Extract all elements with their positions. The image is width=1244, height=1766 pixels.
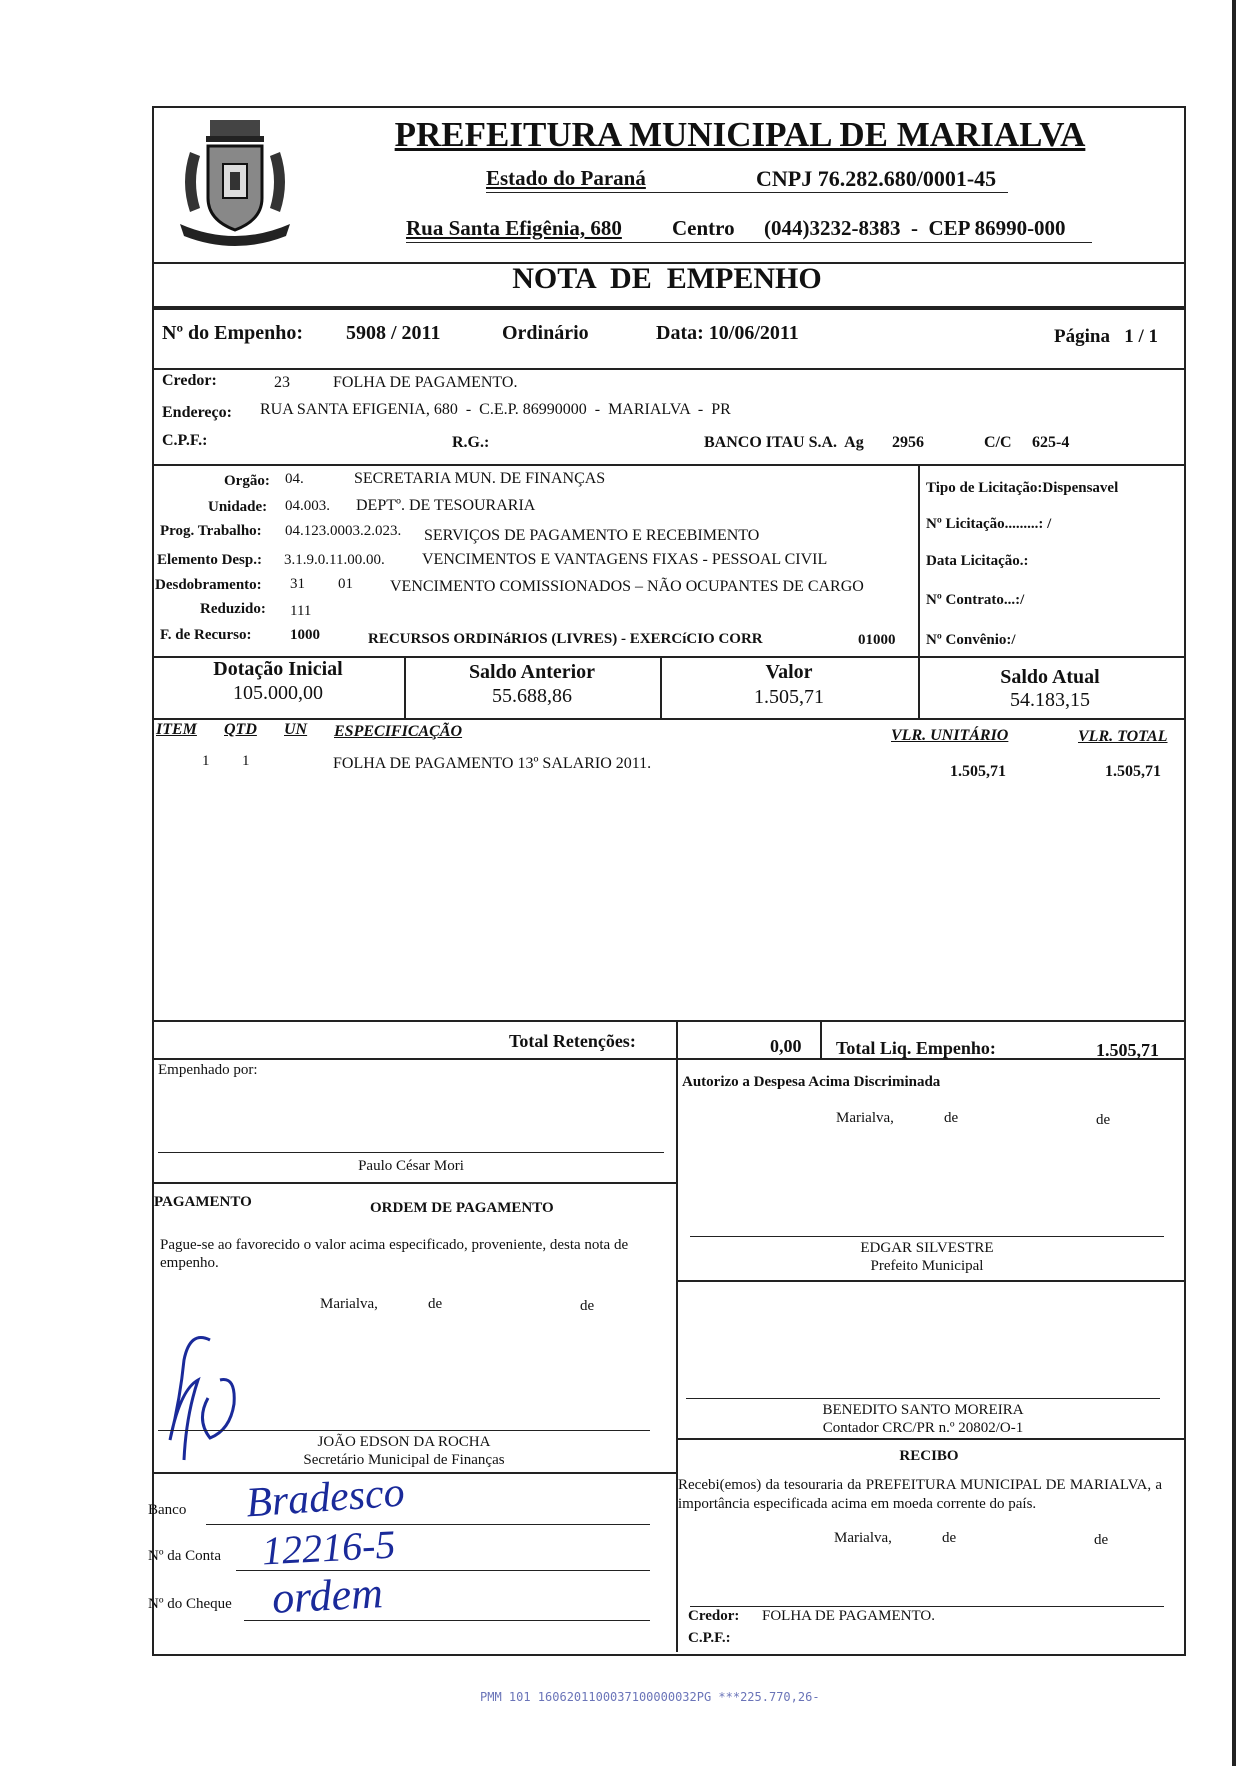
reduzido-code: 111 <box>290 603 312 619</box>
divider <box>152 368 1184 370</box>
prefeito-role: Prefeito Municipal <box>870 1258 984 1274</box>
dotacao-value: 105.000,00 <box>233 682 323 704</box>
row-total-value: 1.505,71 <box>1105 763 1161 780</box>
rg-label: R.G.: <box>452 434 490 451</box>
authentication-stamp: PMM 101 1606201100037100000032PG ***225.770,26- <box>480 1690 820 1704</box>
dotacao-label: Dotação Inicial <box>213 658 343 680</box>
document-title: NOTA DE EMPENHO <box>512 262 822 295</box>
recibo-text: Recebi(emos) da tesouraria da PREFEITURA MUNICIPAL DE MARIALVA, a importância especificada acima em moeda corrente do país. <box>678 1477 1162 1512</box>
row-spec: FOLHA DE PAGAMENTO 13º SALARIO 2011. <box>333 755 652 772</box>
autorizo-de2: de <box>1096 1112 1111 1128</box>
address-phone-cep: (044)3232-8383 - CEP 86990-000 <box>764 216 1066 240</box>
fonte-code: 1000 <box>290 627 320 643</box>
address-label: Endereço: <box>162 404 232 421</box>
secretario-role: Secretário Municipal de Finanças <box>303 1452 505 1468</box>
signature-line <box>690 1236 1164 1237</box>
header-underline <box>406 242 1092 243</box>
col-header-total: VLR. TOTAL <box>1078 728 1168 745</box>
pagamento-de2: de <box>580 1298 595 1314</box>
prefeito-name: EDGAR SILVESTRE <box>860 1240 994 1256</box>
row-unit-value: 1.505,71 <box>950 763 1006 780</box>
convenio-number: Nº Convênio:/ <box>926 632 1016 648</box>
recibo-cpf-label: C.P.F.: <box>688 1630 731 1646</box>
page-number: Página 1 / 1 <box>1054 326 1158 347</box>
empenho-label: Nº do Empenho: <box>162 322 304 344</box>
divider <box>676 1438 1184 1440</box>
col-header-unit: VLR. UNITÁRIO <box>891 727 1009 744</box>
credor-name: FOLHA DE PAGAMENTO. <box>333 374 518 391</box>
autorizo-label: Autorizo a Despesa Acima Discriminada <box>682 1074 941 1090</box>
valor-value: 1.505,71 <box>754 686 824 708</box>
divider <box>820 1020 822 1058</box>
signature-line <box>686 1398 1160 1399</box>
total-retencoes-value: 0,00 <box>770 1036 802 1056</box>
divider <box>152 1058 1184 1060</box>
col-header-qtd: QTD <box>224 721 257 738</box>
desdobramento-label: Desdobramento: <box>155 577 262 593</box>
cpf-label: C.P.F.: <box>162 432 208 449</box>
orgao-name: SECRETARIA MUN. DE FINANÇAS <box>354 470 606 487</box>
recibo-credor-label: Credor: <box>688 1608 740 1624</box>
prog-code: 04.123.0003.2.023. <box>285 523 402 539</box>
row-item: 1 <box>202 753 210 769</box>
empenho-date: Data: 10/06/2011 <box>656 322 799 344</box>
licitacao-type-text: Tipo de Licitação:Dispensavel <box>926 480 1119 496</box>
saldo-atual-label: Saldo Atual <box>1000 666 1100 688</box>
orgao-label: Orgão: <box>224 473 270 489</box>
header-underline <box>486 192 1008 193</box>
pagamento-label: PAGAMENTO <box>154 1194 252 1210</box>
signature-line <box>158 1430 650 1431</box>
signature-line <box>158 1152 664 1153</box>
bank-agency: 2956 <box>892 434 924 451</box>
unidade-code: 04.003. <box>285 498 330 514</box>
contador-name: BENEDITO SANTO MOREIRA <box>822 1402 1024 1418</box>
prog-name: SERVIÇOS DE PAGAMENTO E RECEBIMENTO <box>424 527 760 544</box>
page-edge <box>1232 0 1236 1766</box>
recibo-credor-name: FOLHA DE PAGAMENTO. <box>762 1608 935 1624</box>
elemento-name: VENCIMENTOS E VANTAGENS FIXAS - PESSOAL CIVIL <box>422 551 828 568</box>
saldo-anterior-label: Saldo Anterior <box>468 661 596 683</box>
pagamento-text: Pague-se ao favorecido o valor acima especificado, proveniente, desta nota de empenho. <box>160 1237 629 1271</box>
banco-handwritten: Bradesco <box>244 1469 407 1527</box>
contador-role: Contador CRC/PR n.º 20802/O-1 <box>822 1420 1024 1436</box>
address-district: Centro <box>672 216 735 240</box>
fonte-name: RECURSOS ORDINáRIOS (LIVRES) - EXERCíCIO CORR <box>368 631 763 647</box>
divider <box>918 464 920 656</box>
cheque-handwritten: ordem <box>270 1568 385 1623</box>
desdobramento-name: VENCIMENTO COMISSIONADOS – NÃO OCUPANTES DE CARGO <box>390 578 864 595</box>
credor-code: 23 <box>274 374 290 391</box>
recibo-title: RECIBO <box>899 1448 959 1464</box>
municipal-coat-of-arms <box>160 112 310 252</box>
address-street: Rua Santa Efigênia, 680 <box>406 216 622 240</box>
autorizo-city: Marialva, <box>836 1110 894 1126</box>
total-liquido-value: 1.505,71 <box>1096 1040 1159 1060</box>
recibo-de2: de <box>1094 1532 1109 1548</box>
fonte-code2: 01000 <box>858 632 896 648</box>
total-retencoes-label: Total Retenções: <box>509 1031 636 1051</box>
divider <box>152 464 1184 466</box>
reduzido-label: Reduzido: <box>200 601 266 617</box>
divider <box>676 1280 1184 1282</box>
licitacao-date: Data Licitação.: <box>926 553 1029 569</box>
cc-number: 625-4 <box>1032 434 1070 451</box>
state-label: Estado do Paraná <box>486 166 646 190</box>
saldo-anterior-value: 55.688,86 <box>492 685 572 707</box>
total-liquido-label: Total Liq. Empenho: <box>836 1038 996 1058</box>
divider <box>152 1472 676 1474</box>
fonte-label: F. de Recurso: <box>160 627 252 643</box>
recibo-city: Marialva, <box>834 1530 892 1546</box>
col-header-un: UN <box>284 721 308 738</box>
recibo-de1: de <box>942 1530 957 1546</box>
desdobramento-code2: 01 <box>338 576 353 592</box>
elemento-code: 3.1.9.0.11.00.00. <box>284 552 385 568</box>
empenho-type: Ordinário <box>502 322 589 344</box>
orgao-code: 04. <box>285 471 304 487</box>
field-line <box>206 1524 650 1525</box>
secretario-name: JOÃO EDSON DA ROCHA <box>317 1434 491 1450</box>
autorizo-de1: de <box>944 1110 959 1126</box>
conta-label: Nº da Conta <box>148 1548 221 1564</box>
bank-name: BANCO ITAU S.A. Ag <box>704 434 864 451</box>
row-qtd: 1 <box>242 753 250 769</box>
unidade-name: DEPTº. DE TESOURARIA <box>356 497 536 514</box>
cheque-label: Nº do Cheque <box>148 1596 232 1612</box>
field-line <box>244 1620 650 1621</box>
credor-address: RUA SANTA EFIGENIA, 680 - C.E.P. 86990000 - MARIALVA - PR <box>260 401 731 418</box>
desdobramento-code1: 31 <box>290 576 305 592</box>
signature-line <box>690 1606 1164 1607</box>
divider <box>152 306 1184 310</box>
empenho-number: 5908 / 2011 <box>346 322 441 344</box>
city-hall-title: PREFEITURA MUNICIPAL DE MARIALVA <box>394 115 1086 154</box>
col-header-item: ITEM <box>156 721 197 738</box>
divider <box>152 1182 676 1184</box>
licitacao-number: Nº Licitação.........: / <box>926 516 1052 532</box>
credor-label: Credor: <box>162 372 217 389</box>
valor-label: Valor <box>765 661 813 683</box>
contract-number: Nº Contrato...:/ <box>926 592 1025 608</box>
cnpj-label: CNPJ 76.282.680/0001-45 <box>756 166 997 191</box>
divider <box>152 1020 1184 1022</box>
divider <box>676 1020 678 1652</box>
col-header-spec: ESPECIFICAÇÃO <box>334 723 463 740</box>
divider <box>152 718 1184 720</box>
empenhado-label: Empenhado por: <box>158 1062 258 1078</box>
pagamento-city: Marialva, <box>320 1296 378 1312</box>
licitacao-type <box>926 480 1118 497</box>
pagamento-de1: de <box>428 1296 443 1312</box>
elemento-label: Elemento Desp.: <box>157 552 262 568</box>
ordem-pagamento-label: ORDEM DE PAGAMENTO <box>370 1200 554 1216</box>
conta-handwritten: 12216-5 <box>260 1521 397 1574</box>
banco-label: Banco <box>148 1502 187 1518</box>
saldo-atual-value: 54.183,15 <box>1010 689 1090 711</box>
empenhado-name: Paulo César Mori <box>358 1158 464 1174</box>
prog-label: Prog. Trabalho: <box>160 523 262 539</box>
unidade-label: Unidade: <box>208 499 268 515</box>
cc-label: C/C <box>984 434 1012 451</box>
